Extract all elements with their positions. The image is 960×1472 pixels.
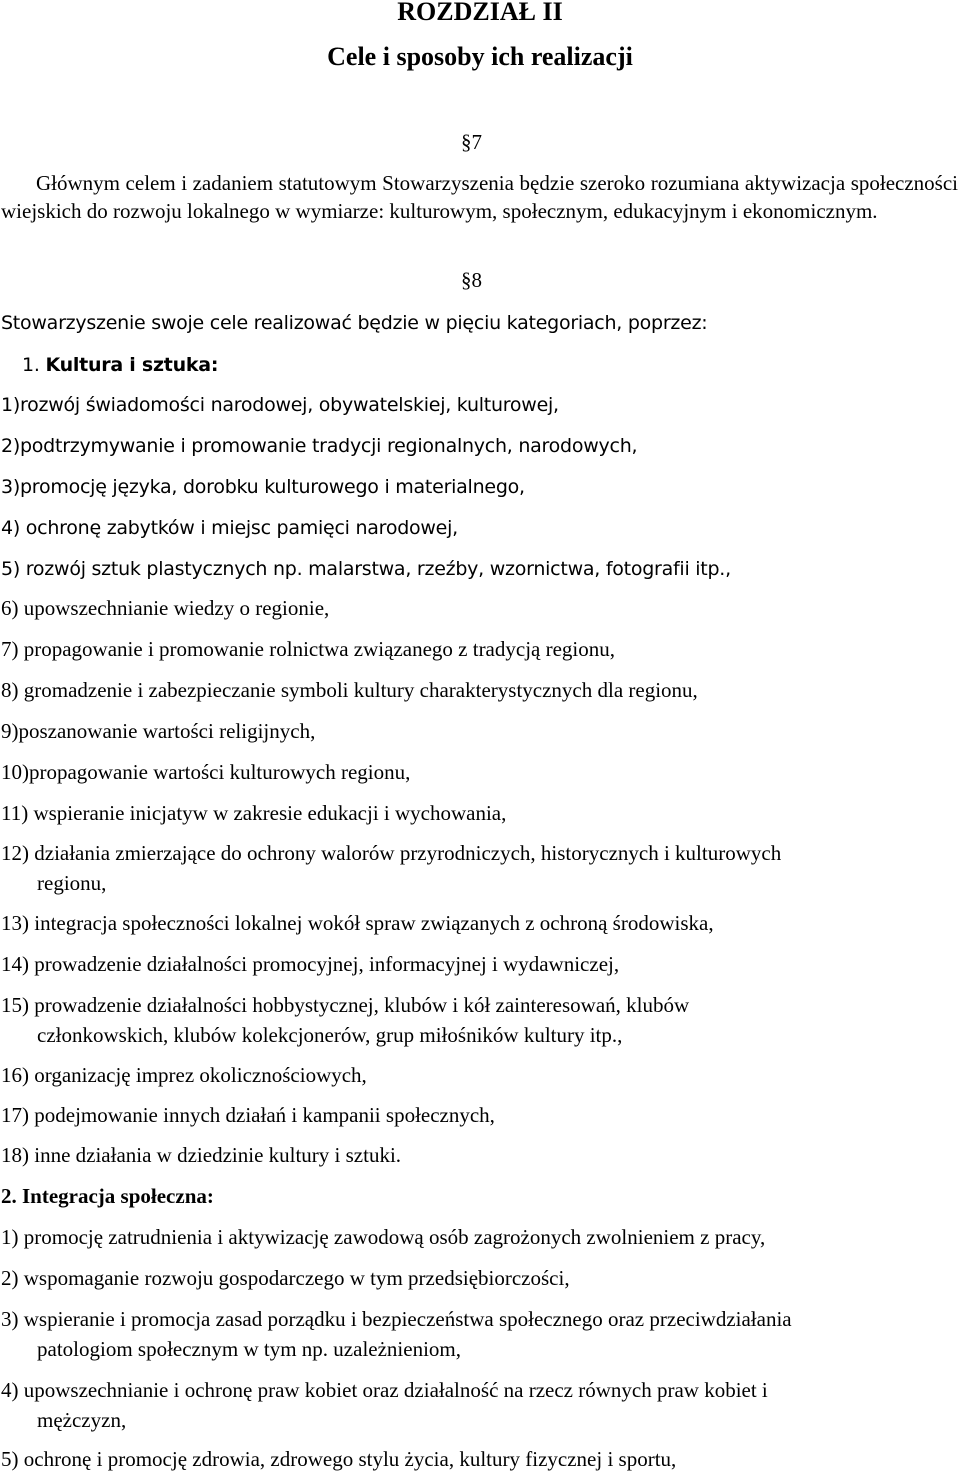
list-item: 5) rozwój sztuk plastycznych np. malarstwa, rzeźby, wzornictwa, fotografii itp., [1,558,731,580]
category-1-heading [22,354,218,376]
list-item-continuation: członkowskich, klubów kolekcjonerów, grup miłośników kultury itp., [37,1023,623,1047]
list-item-line: 15) prowadzenie działalności hobbystycznej, klubów i kół zainteresowań, klubów [1,993,690,1017]
chapter-title: ROZDZIAŁ II [397,0,563,26]
list-item: 5) ochronę i promocję zdrowia, zdrowego stylu życia, kultury fizycznej i sportu, [1,1447,677,1471]
list-item-line: 12) działania zmierzające do ochrony walorów przyrodniczych, historycznych i kulturowych [1,841,782,865]
list-item: 17) podejmowanie innych działań i kampanii społecznych, [1,1103,495,1127]
list-item-line: 3) wspieranie i promocja zasad porządku i bezpieczeństwa społecznego oraz przeciwdziałania [1,1307,792,1331]
list-item-continuation: regionu, [37,871,107,895]
list-item: 10)propagowanie wartości kulturowych regionu, [1,760,411,784]
list-item [1,1375,958,1435]
section-8-heading [461,268,482,293]
list-item: 18) inne działania w dziedzinie kultury i sztuki. [1,1143,402,1167]
section-number: 8 [471,268,482,292]
list-item [1,990,958,1050]
list-item: 14) prowadzenie działalności promocyjnej, informacyjnej i wydawniczej, [1,952,620,976]
chapter-subtitle: Cele i sposoby ich realizacji [327,42,633,71]
list-item: 7) propagowanie i promowanie rolnictwa związanego z tradycją regionu, [1,637,616,661]
list-item: 1)rozwój świadomości narodowej, obywatelskiej, kulturowej, [1,394,559,416]
list-item: 11) wspieranie inicjatyw w zakresie edukacji i wychowania, [1,801,507,825]
list-item [1,1304,958,1364]
list-item-continuation: patologiom społecznym w tym np. uzależnieniom, [37,1337,461,1361]
category-number: 1. [22,354,40,376]
list-item: 13) integracja społeczności lokalnej wokół spraw związanych z ochroną środowiska, [1,911,714,935]
list-item: 4) ochronę zabytków i miejsc pamięci narodowej, [1,517,458,539]
list-item: 1) promocję zatrudnienia i aktywizację zawodową osób zagrożonych zwolnieniem z pracy, [1,1225,766,1249]
list-item: 8) gromadzenie i zabezpieczanie symboli kultury charakterystycznych dla regionu, [1,678,698,702]
list-item: 9)poszanowanie wartości religijnych, [1,719,316,743]
list-item [1,838,958,898]
section-8-intro: Stowarzyszenie swoje cele realizować będzie w pięciu kategoriach, poprzez: [1,312,708,334]
list-item-continuation: mężczyzn, [37,1408,127,1432]
section-7-heading [461,130,482,155]
list-item: 2)podtrzymywanie i promowanie tradycji regionalnych, narodowych, [1,435,638,457]
list-item: 16) organizację imprez okolicznościowych, [1,1063,367,1087]
list-item: 2) wspomaganie rozwoju gospodarczego w tym przedsiębiorczości, [1,1266,570,1290]
section-7-paragraph: Głównym celem i zadaniem statutowym Stowarzyszenia będzie szeroko rozumiana aktywizacja społeczności wiejskich do rozwoju lokalnego w wymiarze: kulturowym, społecznym, edukacyjnym i ekonomicznym. [1,171,958,223]
category-2-heading: 2. Integracja społeczna: [1,1184,214,1208]
list-item: 3)promocję języka, dorobku kulturowego i materialnego, [1,476,525,498]
category-title: Kultura i sztuka: [45,354,219,376]
section-number: 7 [471,130,482,154]
list-item-line: 4) upowszechnianie i ochronę praw kobiet oraz działalność na rzecz równych praw kobiet i [1,1378,768,1402]
list-item: 6) upowszechnianie wiedzy o regionie, [1,596,330,620]
section-sign-icon: § [461,268,472,292]
section-sign-icon: § [461,130,472,154]
